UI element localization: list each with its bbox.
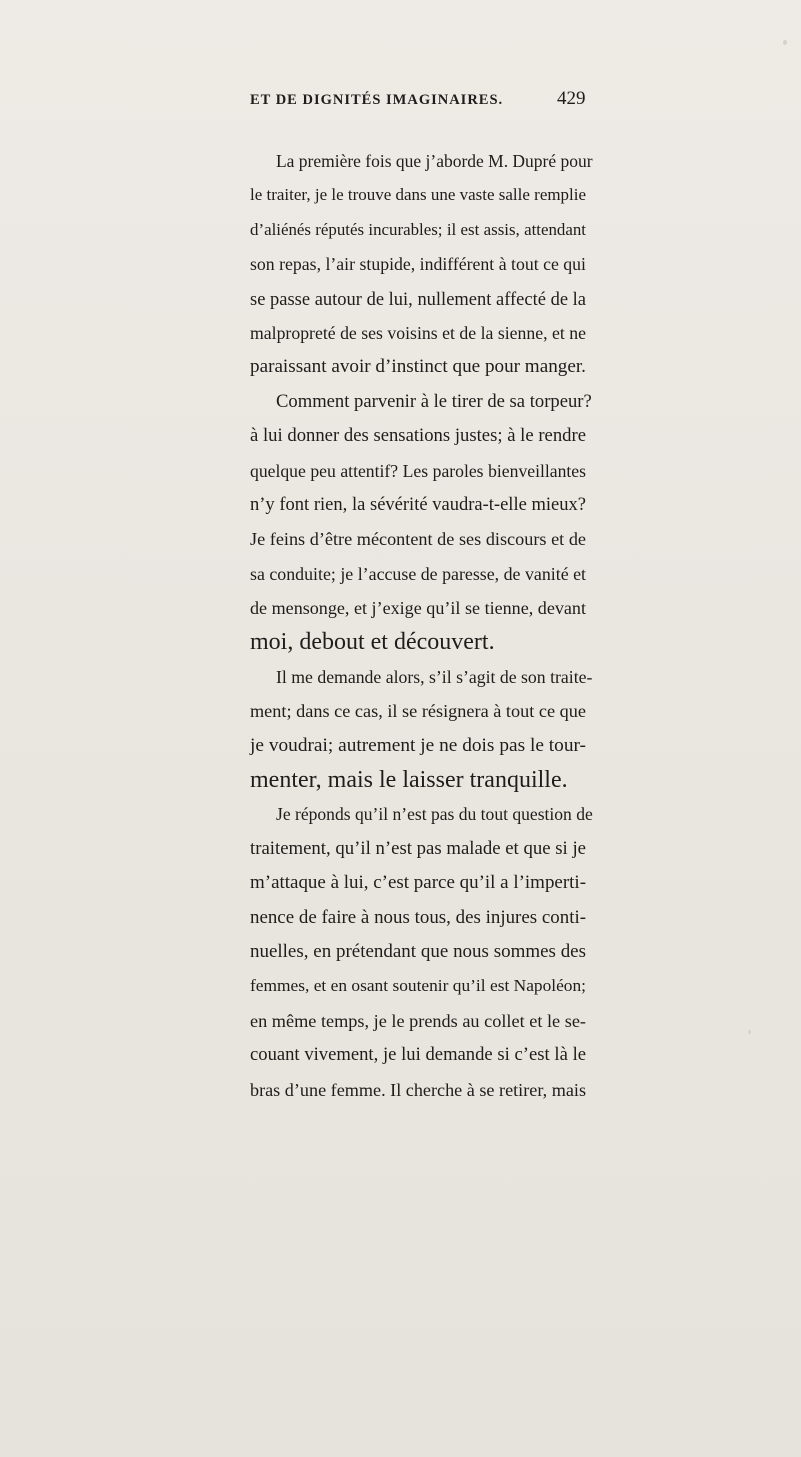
text-line: Il me demande alors, s’il s’agit de son traite- — [276, 666, 593, 687]
text-line: m’attaque à lui, c’est parce qu’il a l’imperti- — [250, 872, 587, 894]
text-line: bras d’une femme. Il cherche à se retirer, mais — [250, 1079, 587, 1100]
text-line: sa conduite; je l’accuse de paresse, de vanité et — [250, 563, 586, 584]
text-line: Comment parvenir à le tirer de sa torpeur? — [276, 390, 592, 412]
body-text — [250, 144, 593, 1107]
text-line: nence de faire à nous tous, des injures conti- — [250, 906, 586, 928]
text-line: nuelles, en prétendant que nous sommes des — [250, 940, 586, 962]
text-line: malpropreté de ses voisins et de la sienne, et ne — [250, 322, 586, 343]
text-line: moi, debout et découvert. — [250, 629, 495, 656]
text-line: Je réponds qu’il n’est pas du tout question de — [276, 804, 593, 825]
text-line: menter, mais le laisser tranquille. — [250, 767, 568, 794]
text-line: couant vivement, je lui demande si c’est là le — [250, 1044, 586, 1066]
text-line: je voudrai; autrement je ne dois pas le tour- — [250, 734, 586, 756]
paper-speck — [748, 1030, 751, 1034]
text-line: La première fois que j’aborde M. Dupré pour — [276, 151, 593, 171]
paper-speck — [783, 40, 787, 45]
text-line: ment; dans ce cas, il se résignera à tout ce que — [250, 701, 586, 722]
text-line: le traiter, je le trouve dans une vaste salle remplie — [250, 185, 586, 205]
text-line: à lui donner des sensations justes; à le rendre — [250, 425, 586, 447]
running-head: ET DE DIGNITÉS IMAGINAIRES. — [250, 92, 504, 108]
text-line: Je feins d’être mécontent de ses discours et de — [250, 529, 586, 550]
text-line: paraissant avoir d’instinct que pour manger. — [250, 356, 586, 378]
text-line: d’aliénés réputés incurables; il est assis, attendant — [250, 219, 586, 239]
text-line: de mensonge, et j’exige qu’il se tienne, devant — [250, 598, 586, 619]
page-number: 429 — [557, 88, 586, 109]
text-line: n’y font rien, la sévérité vaudra-t-elle mieux? — [250, 493, 586, 515]
text-line: femmes, et en osant soutenir qu’il est Napoléon; — [250, 976, 586, 996]
text-line: son repas, l’air stupide, indifférent à tout ce qui — [250, 254, 586, 275]
text-line: en même temps, je le prends au collet et le se- — [250, 1010, 586, 1031]
text-line: traitement, qu’il n’est pas malade et que si je — [250, 837, 586, 859]
text-line: se passe autour de lui, nullement affecté de la — [250, 288, 586, 309]
text-line: quelque peu attentif? Les paroles bienveillantes — [250, 460, 586, 481]
